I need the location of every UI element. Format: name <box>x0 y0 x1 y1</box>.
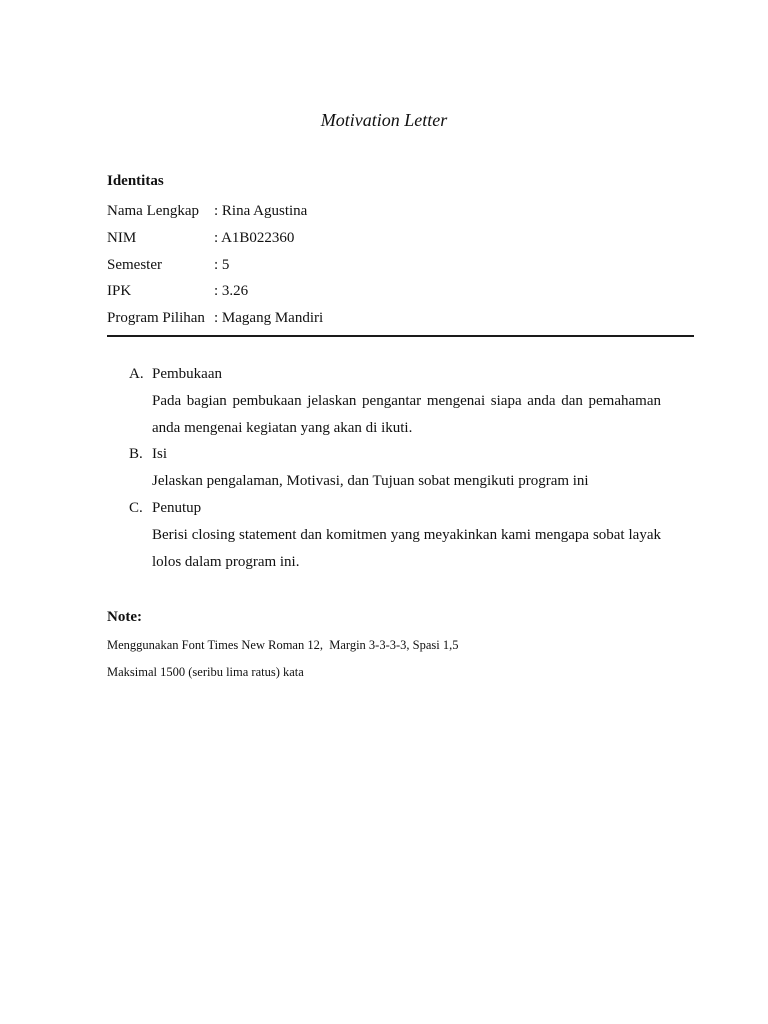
list-item-title: Penutup <box>152 499 202 516</box>
list-item-content <box>107 441 661 495</box>
list-item-title: Isi <box>152 446 167 463</box>
identity-label: NIM <box>107 229 137 246</box>
identity-label: IPK <box>107 283 132 300</box>
identity-label: Semester <box>107 256 162 273</box>
identity-value: : Magang Mandiri <box>214 310 324 327</box>
identity-value: : Rina Agustina <box>214 203 308 219</box>
list-marker: A. <box>129 366 144 382</box>
identity-value: : A1B022360 <box>214 229 295 246</box>
list-item-body: Berisi closing statement dan komitmen yang meyakinkan kami mengapa sobat layak lolos dalam program ini. <box>152 526 661 570</box>
identity-row-ipk <box>107 279 323 306</box>
identity-row-program <box>107 306 323 333</box>
list-marker: B. <box>129 446 143 463</box>
note-line: Maksimal 1500 (seribu lima ratus) kata <box>107 665 304 679</box>
document-title: Motivation Letter <box>320 110 448 130</box>
note-line: Menggunakan Font Times New Roman 12, Margin 3-3-3-3, Spasi 1,5 <box>107 638 459 652</box>
identity-row-name <box>107 199 323 226</box>
note-heading: Note: <box>107 609 142 625</box>
list-marker: C. <box>129 499 143 516</box>
identity-heading: Identitas <box>107 173 164 189</box>
identity-label: Program Pilihan <box>107 310 205 327</box>
outline-list <box>107 361 661 575</box>
identity-value: : 3.26 <box>214 283 249 300</box>
list-item-closing <box>107 495 661 575</box>
list-item-body: Jelaskan pengalaman, Motivasi, dan Tujuan sobat mengikuti program ini <box>152 473 589 490</box>
identity-label: Nama Lengkap <box>107 203 200 219</box>
list-item-title: Pembukaan <box>152 366 222 382</box>
list-item-opening <box>107 361 661 441</box>
identity-value: : 5 <box>214 256 230 273</box>
list-item-body: Pada bagian pembukaan jelaskan pengantar mengenai siapa anda dan pemahaman anda mengenai kegiatan yang akan di ikuti. <box>152 392 661 436</box>
horizontal-divider <box>107 335 694 337</box>
identity-row-semester <box>107 253 323 280</box>
identity-table <box>107 199 323 333</box>
identity-row-nim <box>107 226 323 253</box>
